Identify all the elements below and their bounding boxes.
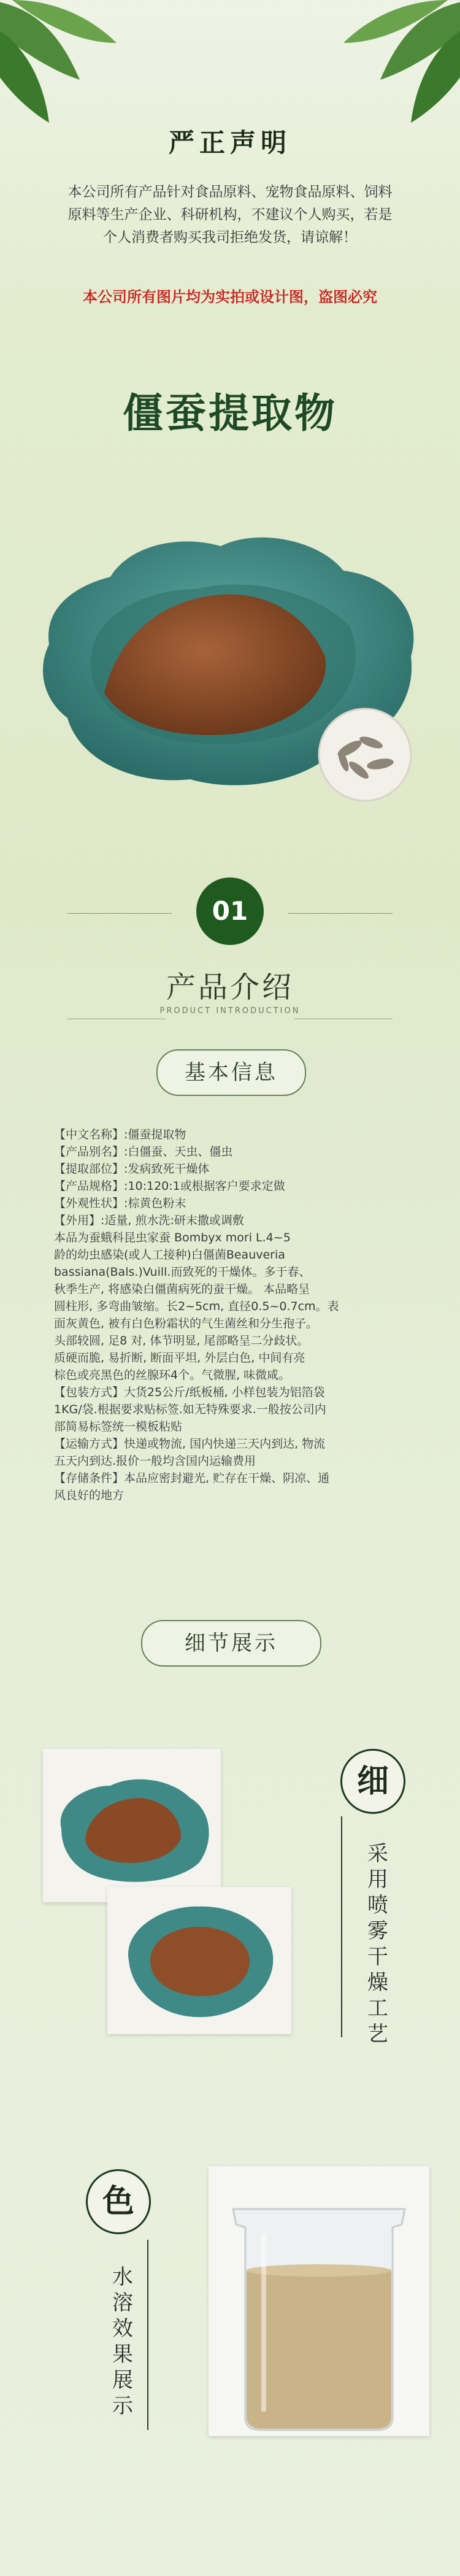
- info-line: 【中文名称】:僵蚕提取物: [54, 1128, 186, 1141]
- info-line: 【产品别名】:白僵蚕、天虫、僵虫: [54, 1145, 233, 1159]
- info-line: 龄的幼虫感染(或人工接种)白僵菌Beauveria: [54, 1248, 285, 1262]
- basic-info-pill: 基本信息: [156, 1049, 306, 1096]
- product-info-block: [54, 1126, 410, 1504]
- info-line: 【外观性状】:棕黄色粉末: [54, 1197, 186, 1210]
- notice-warning: 本公司所有图片均为实拍或设计图，盗图必究: [83, 288, 377, 306]
- info-line: 五天内到达.报价一般均含国内运输费用: [54, 1454, 256, 1468]
- info-line: bassiana(Bals.)Vuill.而致死的干燥体。多于春、: [54, 1265, 311, 1279]
- info-line: 圆柱形, 多弯曲皱缩。长2~5cm, 直径0.5~0.7cm。表: [54, 1300, 339, 1313]
- detail-caption-spray: 采用喷雾干燥工艺: [367, 1841, 388, 2046]
- info-line: 【包装方式】大货25公斤/纸板桶, 小样包装为铝箔袋: [54, 1386, 325, 1399]
- info-line: 【提取部位】:发病致死干燥体: [54, 1162, 210, 1176]
- info-line: 风良好的地方: [54, 1489, 125, 1502]
- info-line: 棕色或亮黑色的丝腺环4个。气微腥, 味微咸。: [54, 1368, 291, 1382]
- detail-caption-water: 水溶效果展示: [112, 2265, 133, 2418]
- powder-bowl-image: [37, 509, 423, 828]
- beaker-solution-photo: [209, 2166, 429, 2436]
- divider-line-left: [67, 913, 172, 914]
- detail-photo-bowl-side: [43, 1749, 221, 1902]
- section-subtitle: PRODUCT INTRODUCTION: [159, 1006, 301, 1016]
- product-title: 僵蚕提取物: [123, 390, 337, 437]
- notice-title: 严正声明: [168, 128, 291, 158]
- info-line: 头部较圆, 足8 对, 体节明显, 尾部略呈二分歧状。: [54, 1334, 309, 1348]
- info-line: 【外用】:适量, 煎水洗:研末撒或调敷: [54, 1214, 244, 1227]
- info-line: 质硬而脆, 易折断, 断面平坦, 外层白色, 中间有亮: [54, 1351, 305, 1365]
- section-title: 产品介绍: [166, 970, 294, 1005]
- detail-photo-bowl-top: [107, 1887, 291, 2034]
- info-line: 本品为蚕蛾科昆虫家蚕 Bombyx mori L.4~5: [54, 1231, 291, 1244]
- info-line: 部简易标签统一模板粘贴: [54, 1420, 183, 1433]
- divider-line-right: [288, 913, 393, 914]
- detail-pill: 细节展示: [141, 1620, 321, 1667]
- info-line: 【产品规格】:10:120:1或根据客户要求定做: [54, 1179, 285, 1193]
- info-line: 秋季生产, 将感染白僵菌病死的蚕干燥。 本品略呈: [54, 1282, 310, 1296]
- section-number-badge: 01: [196, 877, 264, 945]
- info-line: 【存储条件】本品应密封避光, 贮存在干燥、阴凉、通: [54, 1471, 330, 1485]
- info-line: 【运输方式】快递或物流, 国内快递三天内到达, 物流: [54, 1437, 326, 1451]
- detail-badge-color: 色: [86, 2169, 151, 2234]
- leaf-decoration-right: [337, 0, 460, 135]
- notice-text: 本公司所有产品针对食品原料、宠物食品原料、饲料原料等生产企业、科研机构，不建议个人购买，若是个人消费者购买我司拒绝发货，请谅解！: [67, 184, 393, 245]
- info-line: 面灰黄色, 被有白色粉霜状的气生菌丝和分生孢子。: [54, 1317, 318, 1330]
- caption-bar-1: [341, 1816, 342, 2037]
- leaf-decoration-left: [0, 0, 123, 135]
- info-line: 1KG/袋.根据要求贴标签.如无特殊要求.一般按公司内: [54, 1403, 326, 1416]
- detail-badge-fine: 细: [340, 1749, 405, 1814]
- caption-bar-2: [147, 2240, 148, 2430]
